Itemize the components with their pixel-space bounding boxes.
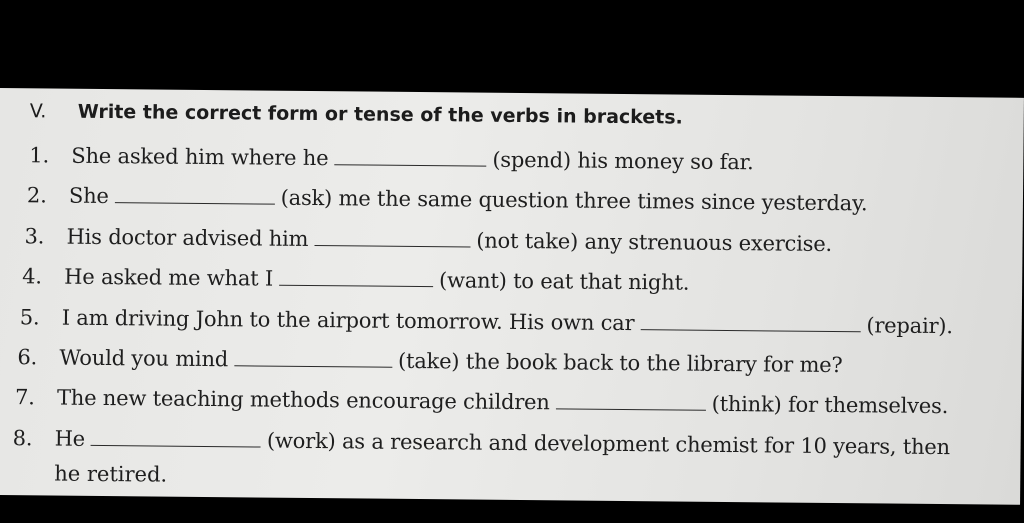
question-text: His doctor advised him: [66, 224, 309, 251]
exercise-number: V.: [29, 100, 47, 123]
question-6: [17, 345, 842, 377]
question-text: He asked me what I: [64, 264, 274, 291]
verb-prompt: (ask) me the same question three times since yesterday.: [280, 185, 868, 216]
exercise-heading: [30, 100, 683, 128]
answer-blank[interactable]: [91, 429, 261, 448]
question-text: I am driving John to the airport tomorrow. His own car: [61, 305, 635, 336]
verb-prompt: (not take) any strenuous exercise.: [476, 228, 833, 256]
question-text: She: [68, 183, 109, 209]
verb-prompt: (spend) his money so far.: [492, 147, 754, 175]
question-number: 4.: [22, 264, 42, 289]
verb-prompt: (take) the book back to the library for me?: [397, 348, 843, 378]
question-1: [29, 143, 753, 174]
answer-blank[interactable]: [556, 392, 706, 410]
question-number: 6.: [17, 345, 38, 370]
question-number: 7.: [14, 385, 35, 410]
answer-blank[interactable]: [334, 148, 486, 166]
verb-prompt: (think) for themselves.: [711, 391, 949, 419]
exercise-instruction: Write the correct form or tense of the verbs in brackets.: [77, 100, 683, 129]
question-8-continuation: he retired.: [54, 461, 168, 487]
question-number: 3.: [24, 224, 45, 249]
question-number: 8.: [12, 426, 33, 451]
question-5: [20, 305, 953, 338]
verb-prompt: (work) as a research and development chemist for 10 years, then: [266, 428, 951, 460]
answer-blank[interactable]: [279, 269, 433, 287]
question-number: 5.: [19, 305, 40, 330]
question-8: [13, 426, 950, 459]
worksheet-page: [0, 88, 1024, 505]
question-text: She asked him where he: [71, 143, 329, 171]
answer-blank[interactable]: [234, 349, 392, 368]
question-4: [22, 264, 689, 294]
answer-blank[interactable]: [640, 313, 860, 332]
question-text: The new teaching methods encourage children: [56, 385, 550, 415]
question-3: [24, 224, 832, 256]
question-2: [27, 183, 868, 215]
verb-prompt: (repair).: [866, 313, 953, 339]
answer-blank[interactable]: [314, 229, 470, 247]
question-7: [15, 385, 948, 418]
question-text: He: [54, 426, 86, 451]
question-number: 1.: [29, 143, 50, 168]
question-text: Would you mind: [59, 345, 229, 372]
question-number: 2.: [26, 183, 47, 208]
answer-blank[interactable]: [115, 186, 275, 205]
verb-prompt: (want) to eat that night.: [438, 268, 690, 295]
